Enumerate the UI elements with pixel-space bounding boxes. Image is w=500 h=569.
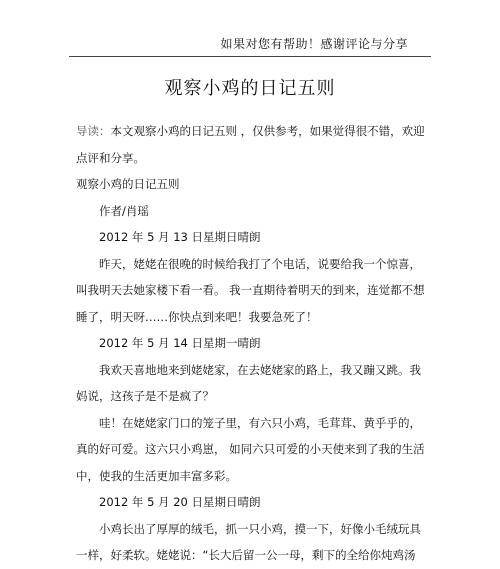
paragraph-line: 真的好可爱。这六只小鸡崽， 如同六只可爱的小天使来到了我的生活: [76, 442, 425, 456]
document-body: [76, 118, 426, 569]
intro-line: [76, 118, 426, 145]
paragraph-line: 小鸡长出了厚厚的绒毛，抓一只小鸡，摸一下，好像小毛绒玩具: [99, 521, 421, 536]
paragraph-line: 昨天，姥姥在很晚的时候给我打了个电话，说要给我一个惊喜，: [99, 256, 421, 271]
header-note: 如果对您有帮助！感谢评论与分享: [220, 37, 408, 51]
paragraph-line: 中，使我的生活更加丰富多彩。: [76, 468, 237, 483]
paragraph-line: 一样，好柔软。姥姥说：“长大后留一公一母，剩下的全给你炖鸡汤: [76, 548, 416, 562]
paragraph-line: 哇！在姥姥家门口的笼子里，有六只小鸡，毛茸茸、黄乎乎的，: [99, 415, 421, 430]
intro-label: 导读：: [76, 124, 111, 138]
author-line: 作者/肖瑶: [99, 203, 149, 218]
paragraph-line: 叫我明天去她家楼下看一看。 我一直期待着明天的到来，连觉都不想: [76, 283, 425, 297]
paragraph-line: 睡了，明天呀……你快点到来吧！我要急死了！: [76, 309, 318, 324]
header-divider: [69, 56, 431, 57]
paragraph-line: 妈说，这孩子是不是疯了？: [76, 389, 214, 403]
paragraph-line: 我欢天喜地地来到姥姥家，在去姥姥家的路上，我又蹦又跳。我: [99, 362, 421, 377]
intro-line-2: 点评和分享。: [76, 150, 145, 165]
subtitle: 观察小鸡的日记五则: [76, 177, 180, 191]
intro-text: 本文观察小鸡的日记五则 ，仅供参考，如果觉得很不错，欢迎: [110, 124, 425, 138]
page-title: 观察小鸡的日记五则: [164, 78, 336, 99]
date-line: 2012 年 5 月 13 日星期日晴朗: [99, 230, 261, 244]
date-line: 2012 年 5 月 14 日星期一晴朗: [99, 336, 261, 350]
date-line: 2012 年 5 月 20 日星期日晴朗: [99, 495, 261, 509]
